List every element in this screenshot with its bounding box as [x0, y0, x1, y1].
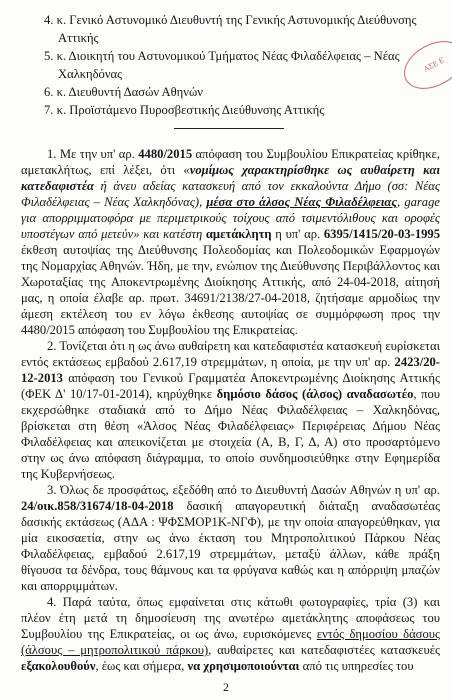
- recipient-line: 5. κ. Διοικητή του Αστυνομικού Τμήματος Νέας Φιλαδέλφειας – Νέας: [44, 49, 400, 63]
- text-run: η υπ' αρ.: [271, 227, 324, 241]
- text-run: μέσα στο άλσος Νέας Φιλαδέλφειας: [206, 195, 398, 209]
- recipient-line: 7. κ. Προϊστάμενο Πυροσβεστικής Διεύθυνσης Αττικής: [44, 103, 325, 117]
- text-run: , έως και σήμερα,: [95, 659, 188, 673]
- text-run: , αυθαίρετες και κατεδαφιστέες κατασκευές: [208, 643, 440, 657]
- text-run: έκθεση αυτοψίας της Διεύθυνσης Πολεοδομίας και Πολεοδομικών Εφαρμογών της Νομαρχίας Αθηνών. Ήδη, με την, ενώπιον της Διεύθυνσης Περιβάλλοντος και Χωροταξίας της Αποκεντρωμένης Διοίκησης Αττικής, από 24-04-2018, αίτησή μας, η οποία έλαβε αρ. πρωτ. 34691/2138/27-04-2018, ζητήσαμε αρμοδίως την άμεση εκτέλεση του εν λόγω έκθεσης αυτοψίας σε συμμόρφωση προς την 4480/2015 απόφαση του Συμβουλίου της Επικρατείας.: [21, 243, 440, 337]
- text-run: 3. Όλως δε προσφάτως, εξεδόθη από το Διευθυντή Δασών Αθηνών η υπ' αρ.: [47, 483, 440, 497]
- text-run: , που εκχερσώθηκε σταδιακά από το Δήμο Νέας Φιλαδέλφειας – Χαλκηδόνας, βρίσκεται στη θέση «Άλσος Νέας Φιλαδέλφειας» Περιφέρειας Δήμου Νέας Φιλαδέλφειας και απεικονίζεται με στοιχεία (Α, Β, Γ, Δ, Α) στο προσαρτόμενο στην ως άνω απόφαση διάγραμμα, το οποίο συνδημοσιεύθηκε στην Εφημερίδα της Κυβερνήσεως.: [21, 387, 440, 481]
- recipient-line: Χαλκηδόνας: [58, 67, 123, 81]
- document-body: [21, 146, 440, 674]
- text-run: 1. Με την υπ' αρ.: [47, 147, 139, 161]
- text-run: απόφαση του Γενικού Γραμματέα Αποκεντρωμένης Διοίκησης Αττικής (ΦΕΚ Δ' 10/17-01-2014), κηρύχθηκε: [21, 371, 440, 401]
- text-run: από τις υπηρεσίες του: [299, 659, 414, 673]
- text-run: να χρησιμοποιούνται: [187, 659, 300, 673]
- text-run: 4. Παρά ταύτα, όπως εμφαίνεται στις κάτωθι φωτογραφίες, τρία (3) και πλέον έτη μετά τη δημοσίευση της ανωτέρω αμετάκλητης αποφάσεως του Συμβουλίου της Επικρατείας, οι ως άνω, ευρισκόμενες: [21, 595, 440, 641]
- stamp-seal: [396, 31, 452, 98]
- text-run: , garage για απορριμματοφόρα με περιμετρικούς τοίχους από τσιμεντόλιθους και οροφές υποστέγων από μετεύν» και κατέστη: [21, 195, 440, 241]
- recipient-line: 6. κ. Διευθυντή Δασών Αθηνών: [44, 85, 203, 99]
- recipient-line: 4. κ. Γενικό Αστυνομικό Διευθυντή της Γενικής Αστυνομικής Διεύθυνσης: [44, 13, 417, 27]
- paragraph-1: [21, 146, 440, 338]
- text-run: αμετάκλητη: [205, 227, 272, 241]
- paragraph-4: [21, 594, 440, 674]
- stamp-text: ΑΣΕ Ε: [421, 55, 446, 74]
- text-run: 4480/2015: [138, 147, 193, 161]
- paragraph-2: [21, 338, 440, 482]
- text-run: δημόσιο δάσος (άλσος) αναδασωτέο: [216, 387, 414, 401]
- paragraph-3: [21, 482, 440, 594]
- text-run: δασική απαγορευτική διάταξη αναδασωτέας δασικής εκτάσεως (ΑΔΑ : ΨΦΣΜΟΡ1Κ-ΝΓΦ), με την οποία απαγορεύθηκαν, για μία εικοσαετία, στην ως άνω έκταση του Μητροπολιτικού Πάρκου Νέας Φιλαδέλφειας, εμβαδού 2.617,19 στρεμμάτων, μεταξύ άλλων, κάθε πράξη θίγουσα τα δένδρα, τους θάμνους και τα φρύγανα καθώς και η απόρριψη μπαζών και απορριμμάτων.: [21, 499, 440, 593]
- text-run: εντός δημοσίου δάσους (άλσους – μητροπολιτικού πάρκου): [21, 627, 440, 657]
- recipient-line: Αττικής: [58, 31, 99, 45]
- text-run: εξακολουθούν: [21, 659, 96, 673]
- section-divider: [174, 128, 284, 129]
- text-run: 24/οικ.858/31674/18-04-2018: [21, 499, 174, 513]
- page-number: 2: [223, 680, 229, 694]
- text-run: 2423/20-12-2013: [21, 355, 440, 385]
- text-run: νομίμως χαρακτηρίσθηκε ως αυθαίρετη και κατεδαφιστέα: [21, 163, 440, 193]
- text-run: 6395/1415/20-03-1995: [323, 227, 441, 241]
- text-run: 2. Τονίζεται ότι η ως άνω αυθαίρετη και κατεδαφιστέα κατασκευή ευρίσκεται εντός εκτάσεως εμβαδού 2.617,19 στρεμμάτων, η οποία, με την υπ' αρ.: [21, 339, 440, 369]
- text-run: ή άνευ αδείας κατασκευή από τον εκκαλούντα Δήμο (σσ: Νέας Φιλαδέλφειας – Νέας Χαλκηδόνας),: [21, 179, 440, 209]
- text-run: απόφαση του Συμβουλίου Επικρατείας κρίθηκε, αμετακλήτως, επί λέξει, ότι «: [21, 147, 440, 177]
